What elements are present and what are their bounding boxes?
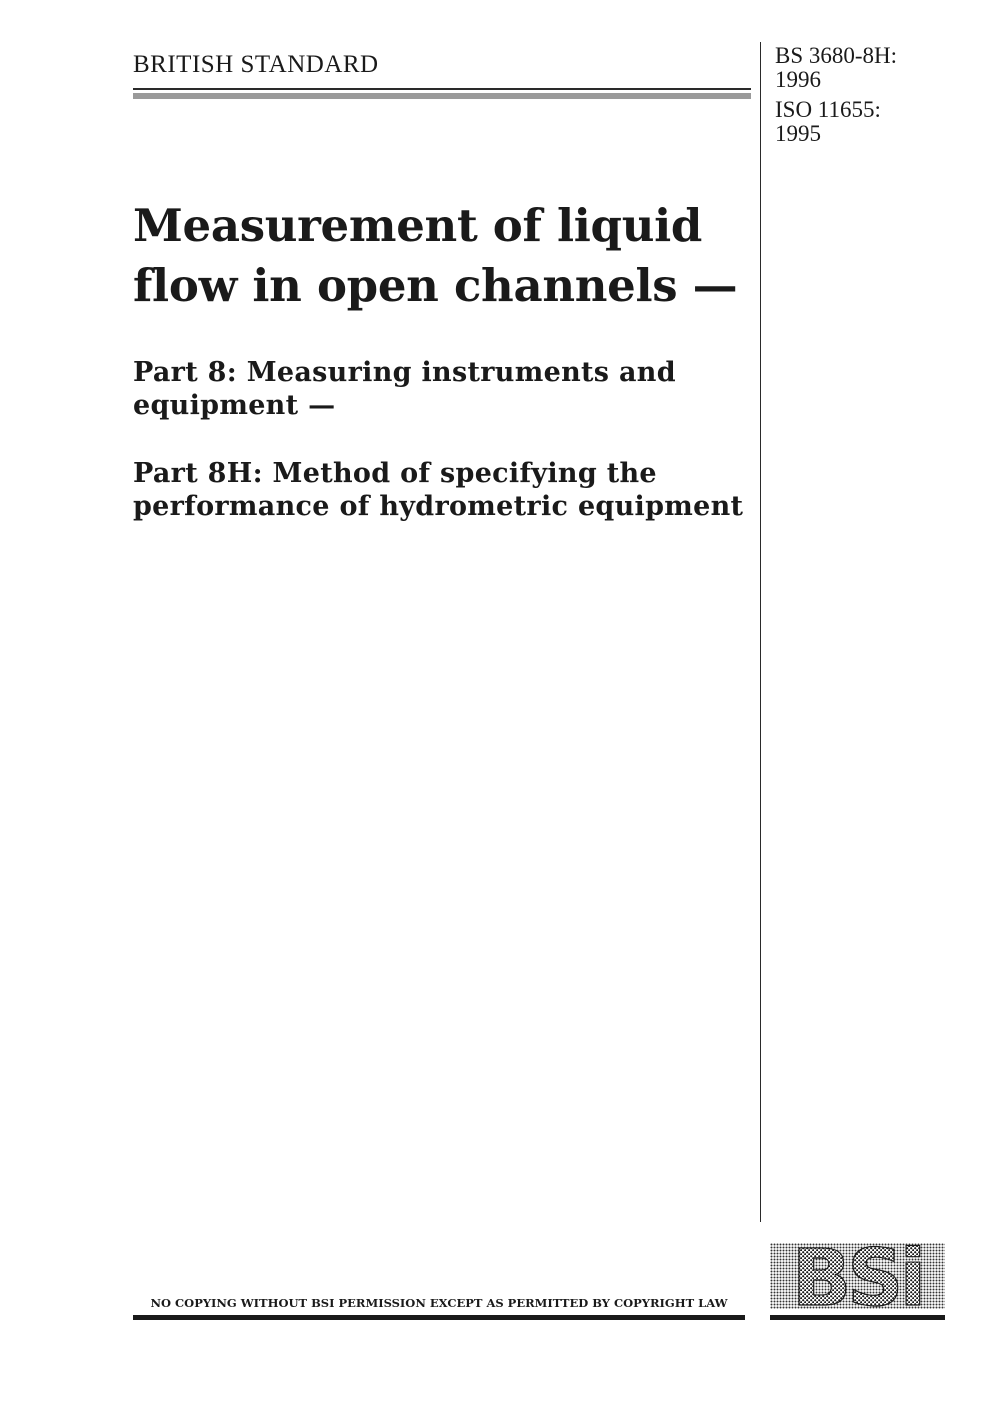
document-series-label: BRITISH STANDARD	[133, 51, 379, 78]
part-8-line-2: equipment —	[133, 390, 336, 421]
bs-number	[775, 44, 897, 92]
part-8-title	[133, 356, 676, 422]
part-8h-line-2: performance of hydrometric equipment	[133, 491, 744, 522]
footer-rule	[133, 1315, 745, 1320]
part-8h-title	[133, 457, 743, 523]
title-line-1: Measurement of liquid	[133, 199, 703, 252]
iso-number-code: ISO 11655:	[775, 97, 881, 122]
iso-number-year: 1995	[775, 121, 821, 146]
title-line-2: flow in open channels —	[133, 259, 738, 312]
part-8h-line-1: Part 8H: Method of specifying the	[133, 458, 657, 489]
logo-lettering: BSi	[791, 1243, 923, 1309]
standard-numbers	[775, 44, 897, 152]
copyright-notice: NO COPYING WITHOUT BSI PERMISSION EXCEPT AS PERMITTED BY COPYRIGHT LAW	[150, 1296, 728, 1310]
iso-number	[775, 98, 897, 146]
bs-number-year: 1996	[775, 67, 821, 92]
header-gray-rule	[133, 93, 751, 99]
header-rule	[133, 88, 751, 90]
bsi-logo	[770, 1243, 945, 1309]
document-title	[133, 196, 763, 316]
logo-rule	[770, 1315, 945, 1320]
part-8-line-1: Part 8: Measuring instruments and	[133, 357, 676, 388]
bs-number-code: BS 3680-8H:	[775, 43, 898, 68]
